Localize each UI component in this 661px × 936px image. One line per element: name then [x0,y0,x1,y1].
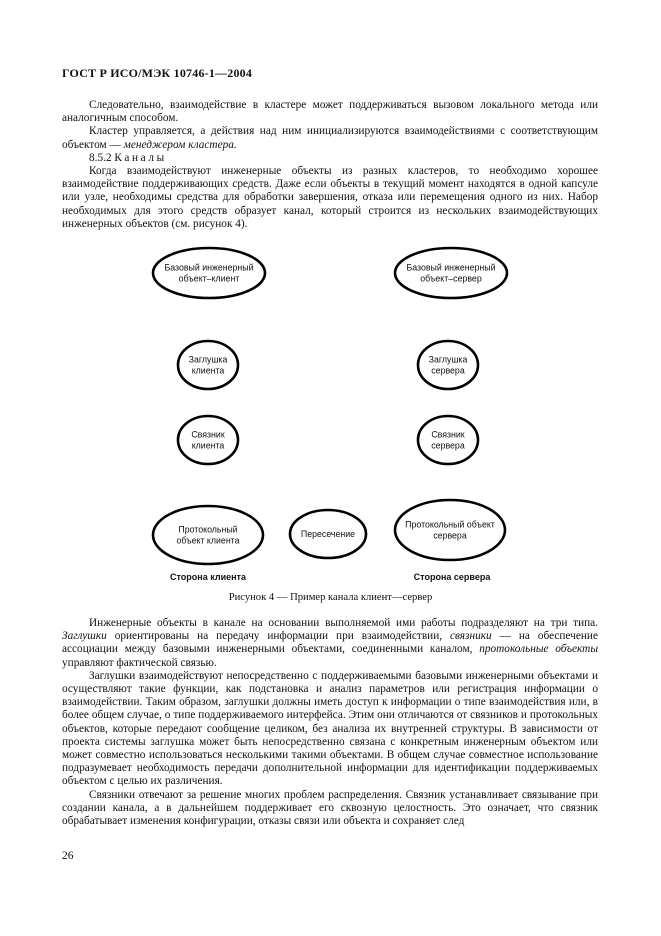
emphasis: Заглушки [62,630,107,643]
server-side-label: Сторона сервера [413,572,491,582]
text-run: — на обеспечение ассоциации между базовыми инженерными объектами, соединенными каналом, [62,630,598,656]
client-side-label: Сторона клиента [170,572,246,582]
paragraph: Заглушки взаимодействуют непосредственно с поддерживаемыми базовыми инженерными объектами и осуществляют такие функции, как подстановка и анализ параметров или регистрация информации о взаимодействии. Таким образом, заглушки должны иметь доступ к информации о типе взаимодействия или, в более общем случае, о типе поддерживаемого интерфейса. Этим они отличаются от связников и протокольных объектов, которые передают сообщение целиком, без анализа их внутренней структуры. В зависимости от проекта системы заглушка может быть непосредственно связана с конкретным инженерным объектом или может совместно использоваться несколькими такими объектами. В общем случае совместное использование подразумевает необходимость передачи дополнительной информации для идентификации поддерживаемых объектом с целью их различения. [62,669,598,788]
paragraph: Следовательно, взаимодействие в кластере может поддерживаться вызовом локального метода или аналогичным способом. [62,99,598,125]
figure-caption: Рисунок 4 — Пример канала клиент—сервер [228,592,433,603]
text-run: ориентированы на передачу информации при взаимодействии, [106,630,451,643]
node-server-stub: Заглушка сервера [428,354,468,375]
node-server-binder: Связник сервера [431,429,465,450]
node-server-protocol: Протокольный объект сервера [405,519,495,540]
paragraph [62,617,598,670]
text-run: Кластер управляется, а действия над ним инициализируются взаимодействиями с соответствующим объектом — [62,125,598,151]
paragraph: Когда взаимодействуют инженерные объекты из разных кластеров, то необходимо хорошее взаимодействие поддерживающих средств. Даже если объекты в текущий момент находятся в одной капсуле или узле, необходимы средства для обработки завершения, отказа или перемещения одного из них. Набор необходимых для этого средств образует канал, который строится из нескольких взаимодействующих инженерных объектов (см. рисунок 4). [62,165,598,230]
node-client-stub: Заглушка клиента [188,354,228,375]
page-number: 26 [62,850,74,862]
emphasis: протокольные объекты [479,643,598,656]
text-run: управляют фактической связью. [62,656,217,669]
node-client-binder: Связник клиента [191,429,225,450]
text-block-top [62,99,598,231]
document-header: ГОСТ Р ИСО/МЭК 10746-1—2004 [62,66,253,80]
emphasis: связники [450,630,492,643]
paragraph [62,125,598,151]
node-client-basic: Базовый инженерный объект–клиент [164,262,254,283]
node-server-basic: Базовый инженерный объект–сервер [406,262,496,283]
paragraph: Связники отвечают за решение многих проблем распределения. Связник устанавливает связывание при создании канала, а в дальнейшем поддерживает его сквозную целостность. Это означает, что связник обрабатывает изменения конфигурации, отказы связи или объекта и сохраняет след [62,788,598,828]
node-interceptor: Пересечение [300,528,356,539]
text-run: Инженерные объекты в канале на основании выполняемой ими работы подразделяют на три типа. [89,617,598,629]
section-title: Каналы [114,151,167,164]
text-block-bottom [62,617,598,828]
section-number: 8.5.2 [89,151,112,164]
section-heading [62,152,598,165]
node-client-protocol: Протокольный объект клиента [176,524,240,545]
emphasis: менеджером кластера. [123,138,237,151]
